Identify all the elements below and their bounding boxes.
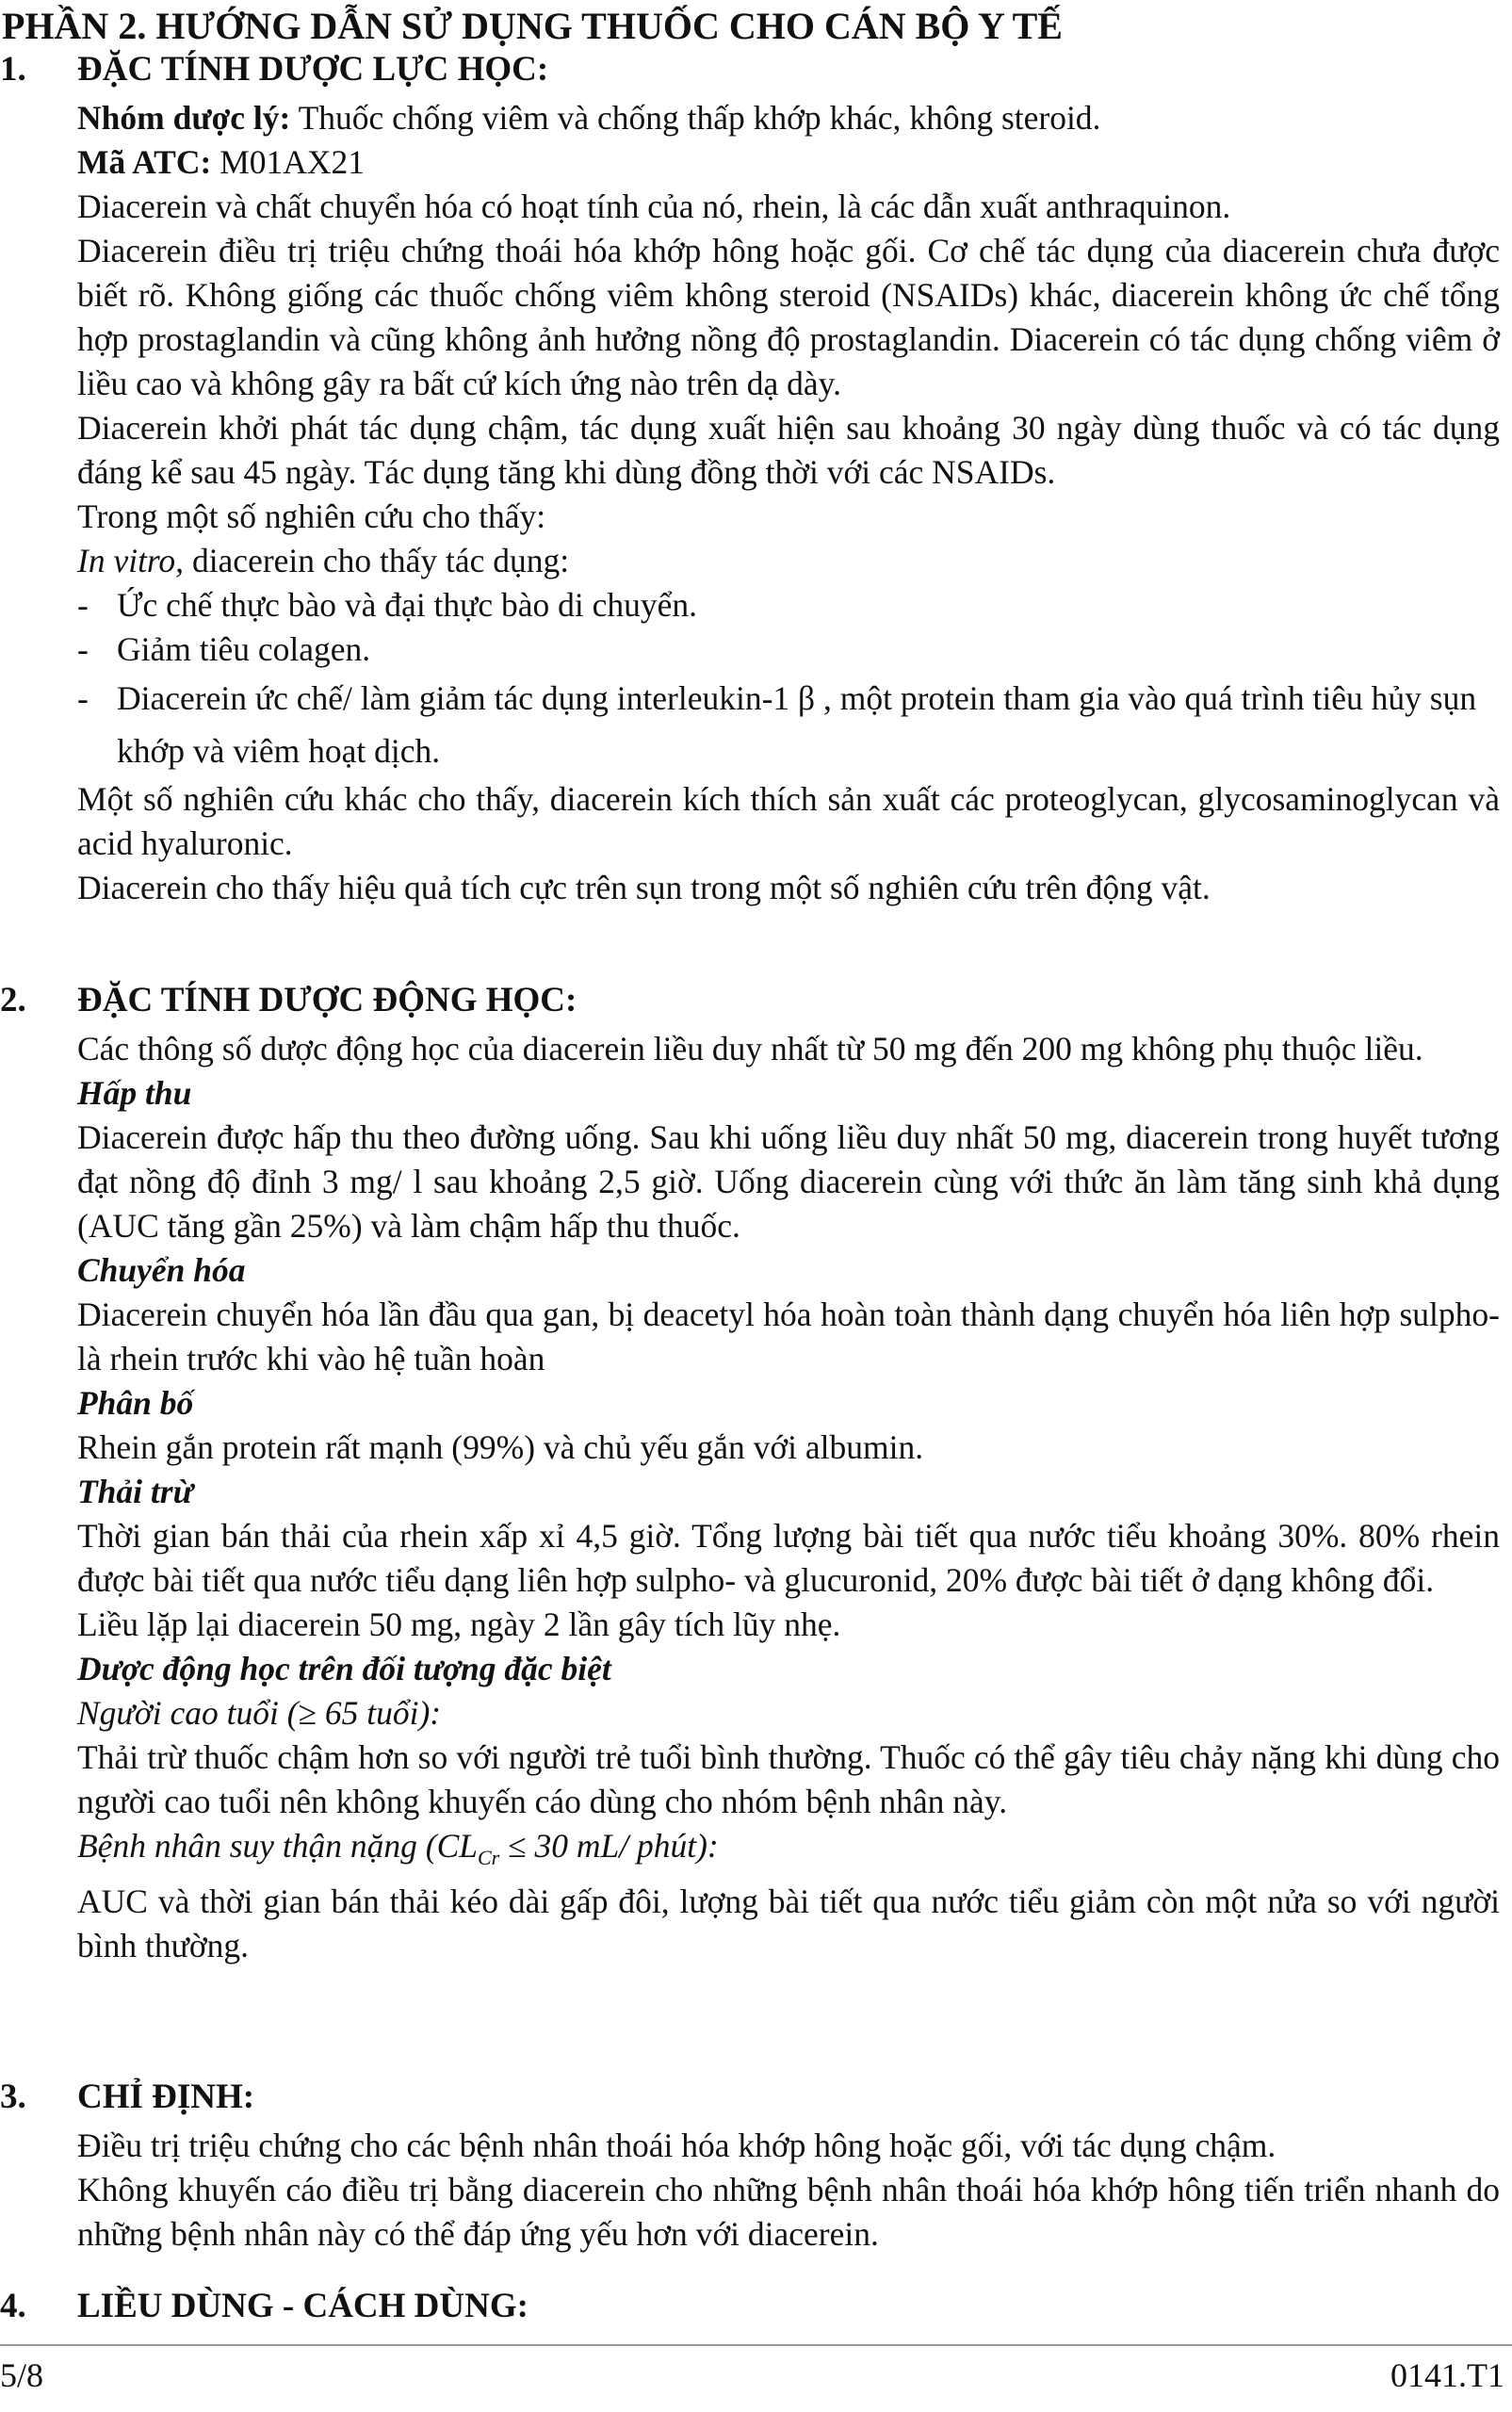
subheading-renal: Bệnh nhân suy thận nặng ($CL_{Cr} \le 30$ mL/ phút):: [77, 1827, 719, 1870]
paragraph: Diacerein khởi phát tác dụng chậm, tác dụng xuất hiện sau khoảng 30 ngày dùng thuốc và có tác dụng đáng kể sau 45 ngày. Tác dụng tăng khi dùng đồng thời với các NSAIDs.: [77, 409, 1500, 491]
paragraph: Diacerein cho thấy hiệu quả tích cực trên sụn trong một số nghiên cứu trên động vật.: [77, 869, 1211, 906]
paragraph: In vitro, diacerein cho thấy tác dụng:: [77, 542, 570, 579]
value: Thuốc chống viêm và chống thấp khớp khác, không steroid.: [290, 99, 1101, 137]
subheading-elderly: Người cao tuổi (≥ 65 tuổi):: [77, 1694, 442, 1732]
paragraph: AUC và thời gian bán thải kéo dài gấp đôi, lượng bài tiết qua nước tiểu giảm còn một nửa so với người bình thường.: [77, 1882, 1500, 1965]
section-title: LIỀU DÙNG - CÁCH DÙNG:: [77, 2287, 528, 2325]
paragraph: Diacerein được hấp thu theo đường uống. Sau khi uống liều duy nhất 50 mg, diacerein trong huyết tương đạt nồng độ đỉnh 3 mg/ l sau khoảng 2,5 giờ. Uống diacerein cùng với thức ăn làm tăng sinh khả dụng (AUC tăng gần 25%) và làm chậm hấp thu thuốc.: [77, 1118, 1500, 1245]
section-1-body: [77, 96, 1500, 910]
paragraph: Diacerein và chất chuyển hóa có hoạt tính của nó, rhein, là các dẫn xuất anthraquinon.: [77, 187, 1231, 225]
section-number: 4.: [0, 2287, 26, 2325]
page-title: PHẦN 2. HƯỚNG DẪN SỬ DỤNG THUỐC CHO CÁN BỘ Y TẾ: [2, 5, 1063, 47]
paragraph: Rhein gắn protein rất mạnh (99%) và chủ yếu gắn với albumin.: [77, 1428, 924, 1466]
paragraph: Liều lặp lại diacerein 50 mg, ngày 2 lần gây tích lũy nhẹ.: [77, 1605, 841, 1643]
section-2-heading: [0, 980, 577, 1020]
paragraph: Diacerein điều trị triệu chứng thoái hóa khớp hông hoặc gối. Cơ chế tác dụng của diacerein chưa được biết rõ. Không giống các thuốc chống viêm không steroid (NSAIDs) khác, diacerein không ức chế tổng hợp prostaglandin và cũng không ảnh hưởng nồng độ prostaglandin. Diacerein có tác dụng chống viêm ở liều cao và không gây ra bất cứ kích ứng nào trên dạ dày.: [77, 232, 1500, 402]
section-2-body: [77, 1027, 1500, 1968]
bullet-dash: -: [77, 679, 89, 717]
paragraph: Diacerein chuyển hóa lần đầu qua gan, bị deacetyl hóa hoàn toàn thành dạng chuyển hóa liên hợp sulpho- là rhein trước khi vào hệ tuần hoàn: [77, 1296, 1500, 1377]
paragraph: Trong một số nghiên cứu cho thấy:: [77, 497, 546, 535]
paragraph: Thời gian bán thải của rhein xấp xỉ 4,5 giờ. Tổng lượng bài tiết qua nước tiểu khoảng 30%. 80% rhein được bài tiết qua nước tiểu dạng liên hợp sulpho- và glucuronid, 20% được bài tiết ở dạng không đổi.: [77, 1517, 1500, 1599]
bullet-dash: -: [77, 586, 89, 624]
section-number: 3.: [0, 2078, 26, 2116]
subheading-elimination: Thải trừ: [77, 1473, 193, 1510]
paragraph: Các thông số dược động học của diacerein liều duy nhất từ 50 mg đến 200 mg không phụ thuộc liều.: [77, 1030, 1423, 1067]
bullet-dash: -: [77, 630, 89, 668]
section-title: ĐẶC TÍNH DƯỢC ĐỘNG HỌC:: [77, 981, 577, 1019]
paragraph: Một số nghiên cứu khác cho thấy, diacerein kích thích sản xuất các proteoglycan, glycosaminoglycan và acid hyaluronic.: [77, 780, 1500, 862]
section-title: CHỈ ĐỊNH:: [77, 2078, 255, 2116]
paragraph: Không khuyến cáo điều trị bằng diacerein cho những bệnh nhân thoái hóa khớp hông tiến triển nhanh do những bệnh nhân này có thể đáp ứng yếu hơn với diacerein.: [77, 2171, 1500, 2253]
label: Nhóm dược lý:: [77, 99, 291, 137]
paragraph: Thải trừ thuốc chậm hơn so với người trẻ tuổi bình thường. Thuốc có thể gây tiêu chảy nặng khi dùng cho người cao tuổi nên không khuyến cáo dùng cho nhóm bệnh nhân này.: [77, 1738, 1500, 1820]
section-4-heading: [0, 2286, 528, 2326]
paragraph: Điều trị triệu chứng cho các bệnh nhân thoái hóa khớp hông hoặc gối, với tác dụng chậm.: [77, 2127, 1276, 2164]
section-title: ĐẶC TÍNH DƯỢC LỰC HỌC:: [77, 50, 549, 89]
list-item: - Ức chế thực bào và đại thực bào di chuyển.: [77, 583, 1500, 627]
section-3-heading: [0, 2077, 254, 2117]
subheading-special-populations: Dược động học trên đối tượng đặc biệt: [77, 1650, 611, 1687]
subheading-absorption: Hấp thu: [77, 1074, 192, 1112]
section-3-body: [77, 2124, 1500, 2257]
section-number: 2.: [0, 981, 26, 1019]
label: Mã ATC:: [77, 143, 212, 181]
subheading-metabolism: Chuyển hóa: [77, 1251, 246, 1289]
value: M01AX21: [211, 143, 366, 181]
list-item: - Giảm tiêu colagen.: [77, 627, 1500, 672]
italic-term: In vitro,: [77, 542, 185, 579]
atc-code: [77, 140, 1500, 185]
pharmacologic-group: [77, 96, 1500, 140]
page-number: 5/8: [0, 2356, 44, 2394]
subheading-distribution: Phân bố: [77, 1384, 194, 1422]
section-number: 1.: [0, 50, 26, 89]
section-1-heading: [0, 49, 548, 90]
list-item: - Diacerein ức chế/ làm giảm tác dụng interleukin-1 β , một protein tham gia vào quá trình tiêu hủy sụn khớp và viêm hoạt dịch.: [77, 672, 1500, 777]
document-code: 0141.T1: [1390, 2356, 1504, 2394]
footer-divider: [0, 2344, 1512, 2346]
